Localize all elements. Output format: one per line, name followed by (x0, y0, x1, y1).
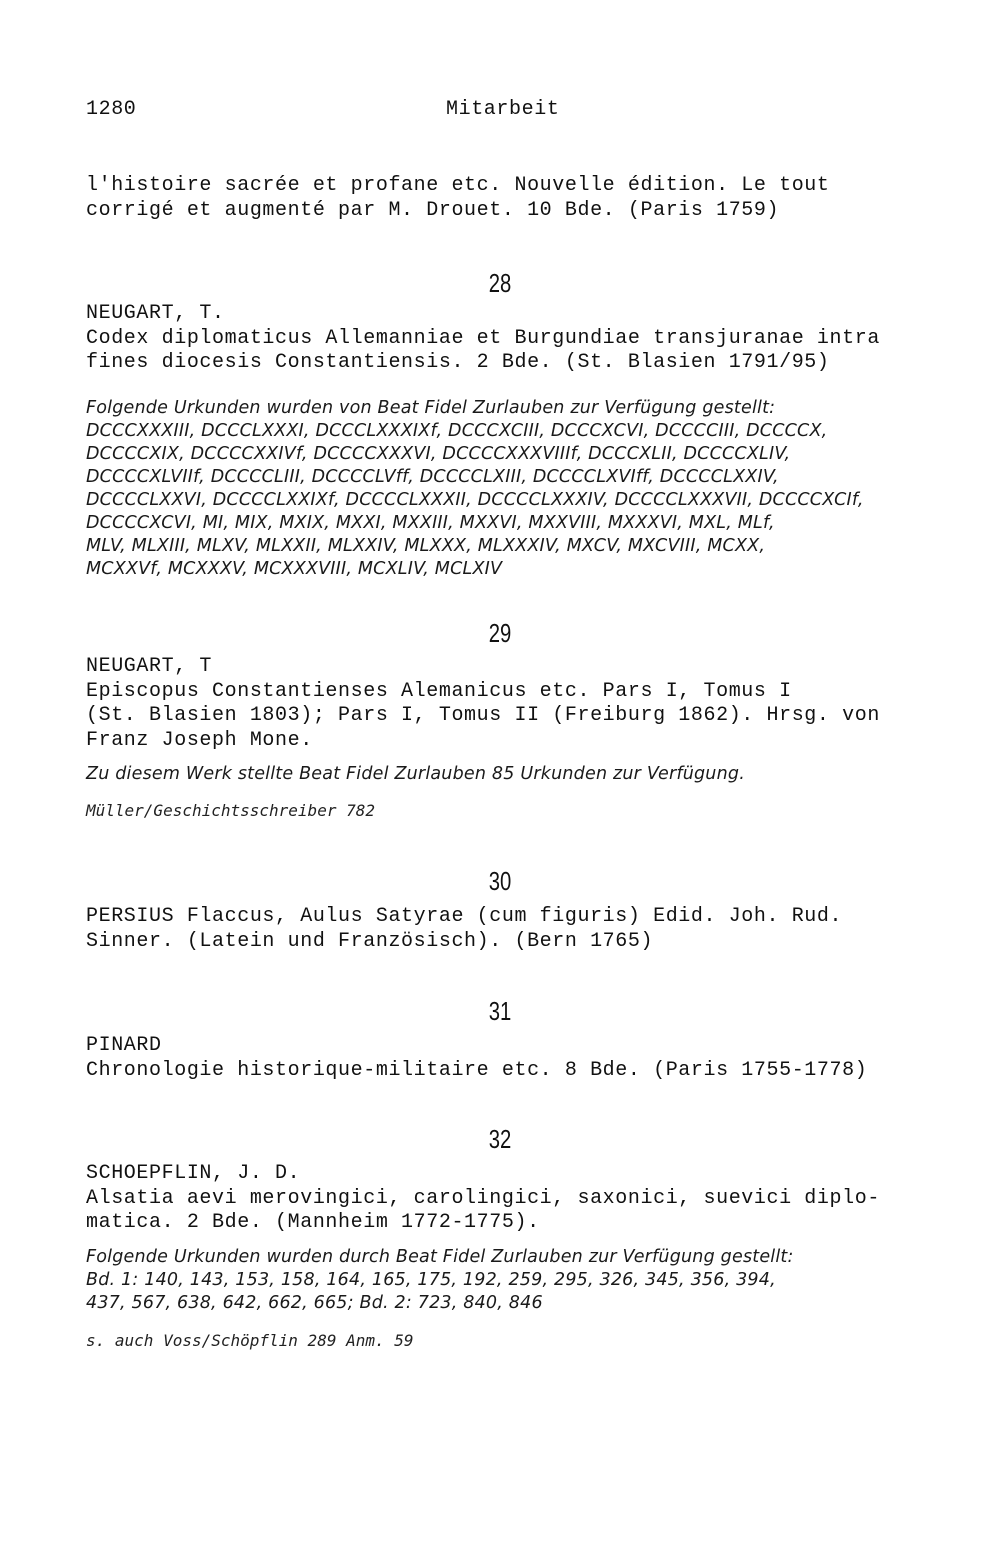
intro-text (86, 174, 946, 223)
entry-32-note (86, 1246, 946, 1315)
entry-title-line: Sinner. (Latein und Französisch). (Bern 1765) (86, 929, 654, 953)
intro-line: l'histoire sacrée et profane etc. Nouvelle édition. Le tout (86, 174, 830, 197)
note-line: Bd. 1: 140, 143, 153, 158, 164, 165, 175, 192, 259, 295, 326, 345, 356, 394, (86, 1270, 776, 1290)
entry-30-bibliography (86, 905, 946, 954)
entry-28-note (86, 397, 946, 581)
note-line: MLV, MLXIII, MLXV, MLXXII, MLXXIV, MLXXX, MLXXXIV, MXCV, MXCVIII, MCXX, (86, 536, 766, 556)
entry-28-bibliography (86, 302, 946, 376)
note-line: DCCCCXCVI, MI, MIX, MXIX, MXXI, MXXIII, MXXVI, MXXVIII, MXXXVI, MXL, MLf, (86, 513, 775, 533)
note-line: Zu diesem Werk stellte Beat Fidel Zurlauben 85 Urkunden zur Verfügung. (86, 764, 745, 784)
entry-31-bibliography (86, 1034, 946, 1083)
note-line: 437, 567, 638, 642, 662, 665; Bd. 2: 723, 840, 846 (86, 1293, 543, 1313)
note-line: MCXXVf, MCXXXV, MCXXXVIII, MCXLIV, MCLXIV (86, 559, 503, 579)
entry-title-line: Franz Joseph Mone. (86, 728, 313, 752)
entry-author: NEUGART, T. (86, 302, 225, 325)
entry-title-line: Codex diplomaticus Allemanniae et Burgundiae transjuranae intra (86, 326, 880, 350)
note-line: DCCCCXIX, DCCCCXXIVf, DCCCCXXXVI, DCCCCXXXVIIIf, DCCCXLII, DCCCCXLIV, (86, 444, 791, 464)
entry-author: SCHOEPFLIN, J. D. (86, 1162, 301, 1185)
note-line: DCCCXXXIII, DCCCLXXXI, DCCCLXXXIXf, DCCCXCIII, DCCCXCVI, DCCCCIII, DCCCCX, (86, 421, 828, 441)
entry-number-29: 29 (488, 618, 512, 648)
note-line: DCCCCLXXVI, DCCCCLXXIXf, DCCCCLXXXII, DCCCCLXXXIV, DCCCCLXXXVII, DCCCCXCIf, (86, 490, 864, 510)
entry-32-bibliography (86, 1162, 946, 1236)
entry-author: NEUGART, T (86, 655, 213, 678)
entry-number-32: 32 (488, 1124, 512, 1154)
entry-29-note (86, 763, 946, 786)
entry-32-source: s. auch Voss/Schöpflin 289 Anm. 59 (86, 1331, 414, 1350)
entry-title-line: (St. Blasien 1803); Pars I, Tomus II (Freiburg 1862). Hrsg. von (86, 704, 880, 727)
entry-title-line: PERSIUS Flaccus, Aulus Satyrae (cum figuris) Edid. Joh. Rud. (86, 905, 843, 928)
entry-29-bibliography (86, 655, 946, 753)
page-number: 1280 (86, 98, 137, 121)
entry-title-line: Episcopus Constantienses Alemanicus etc. Pars I, Tomus I (86, 679, 792, 703)
entry-29-source: Müller/Geschichtsschreiber 782 (86, 801, 375, 820)
note-line: Folgende Urkunden wurden durch Beat Fidel Zurlauben zur Verfügung gestellt: (86, 1247, 794, 1267)
note-line: Folgende Urkunden wurden von Beat Fidel Zurlauben zur Verfügung gestellt: (86, 398, 776, 418)
entry-title-line: Alsatia aevi merovingici, carolingici, saxonici, suevici diplo- (86, 1186, 880, 1210)
entry-author: PINARD (86, 1034, 162, 1057)
entry-number-31: 31 (488, 996, 512, 1026)
entry-title-line: fines diocesis Constantiensis. 2 Bde. (St. Blasien 1791/95) (86, 351, 830, 374)
running-header-title: Mitarbeit (446, 98, 560, 121)
entry-number-30: 30 (488, 866, 512, 896)
note-line: DCCCCXLVIIf, DCCCCLIII, DCCCCLVff, DCCCCLXIII, DCCCCLXVIff, DCCCCLXXIV, (86, 467, 779, 487)
entry-title-line: matica. 2 Bde. (Mannheim 1772-1775). (86, 1211, 540, 1234)
intro-line: corrigé et augmenté par M. Drouet. 10 Bde. (Paris 1759) (86, 198, 780, 222)
entry-number-28: 28 (488, 268, 512, 298)
entry-title-line: Chronologie historique-militaire etc. 8 Bde. (Paris 1755-1778) (86, 1058, 868, 1082)
